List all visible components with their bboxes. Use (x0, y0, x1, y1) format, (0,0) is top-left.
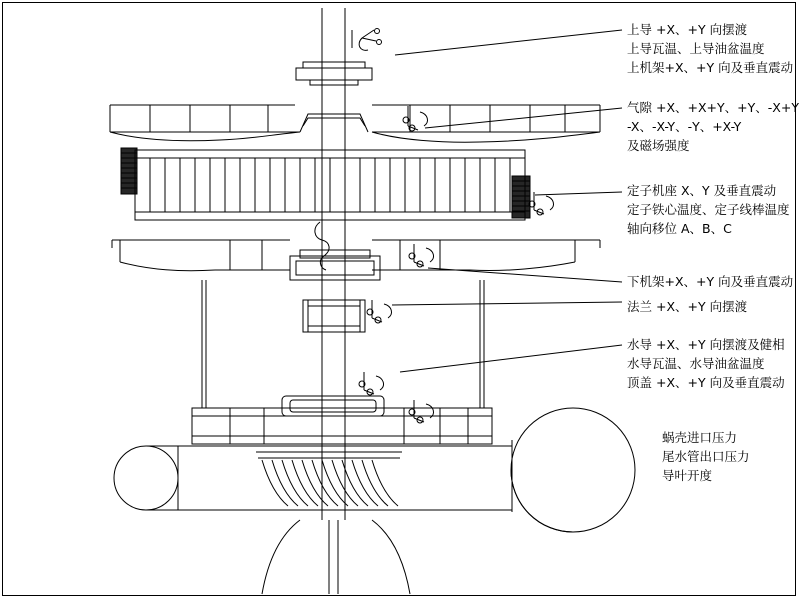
annotation-line: 上导 +X、+Y 向摆渡 (627, 22, 748, 37)
annotation-line: 水导瓦温、水导油盆温度 (627, 356, 765, 371)
annotation-line: 轴向移位 A、B、C (627, 221, 732, 236)
annotation-line: -X、-X-Y、-Y、+X-Y (627, 119, 742, 134)
annotation-line: 上导瓦温、上导油盆温度 (627, 41, 765, 56)
annotation-line: 导叶开度 (662, 468, 713, 483)
annotation-line: 蜗壳进口压力 (662, 430, 738, 445)
upper-guide-bearing-assembly (296, 29, 382, 86)
support-columns (202, 280, 484, 408)
annotation-line: 上机架+X、+Y 向及垂直震动 (627, 60, 794, 75)
head-cover (192, 396, 492, 444)
upper-bracket (110, 105, 600, 142)
lower-bracket (112, 222, 600, 280)
annotation-line: 气隙 +X、+X+Y、+Y、-X+Y (627, 100, 799, 115)
annotation-air-gap-magnetic-field (627, 98, 799, 155)
main-shaft (322, 8, 345, 594)
annotation-line: 下机架+X、+Y 向及垂直震动 (627, 274, 794, 289)
annotation-line: 尾水管出口压力 (662, 449, 750, 464)
annotation-line: 定子机座 X、Y 及垂直震动 (627, 183, 777, 198)
draft-tube (262, 520, 410, 594)
annotation-upper-guide-bearing (627, 20, 793, 77)
annotation-line: 顶盖 +X、+Y 向及垂直震动 (627, 375, 785, 390)
stator-rotor-body (121, 148, 553, 220)
annotation-lower-bracket-flange (627, 272, 793, 316)
annotation-line: 定子铁心温度、定子线棒温度 (627, 202, 790, 217)
annotation-stator-temperature (627, 181, 790, 238)
annotation-pressure-guide-vane (662, 428, 750, 485)
annotation-line: 及磁场强度 (627, 138, 690, 153)
water-guide-bearing (359, 372, 383, 395)
leader-lines (392, 30, 622, 372)
runner-blades (256, 452, 402, 506)
annotation-line: 法兰 +X、+Y 向摆渡 (627, 299, 748, 314)
annotation-water-guide-bearing (627, 335, 785, 392)
shaft-flange (303, 300, 391, 332)
annotation-line: 水导 +X、+Y 向摆渡及健相 (627, 337, 785, 352)
